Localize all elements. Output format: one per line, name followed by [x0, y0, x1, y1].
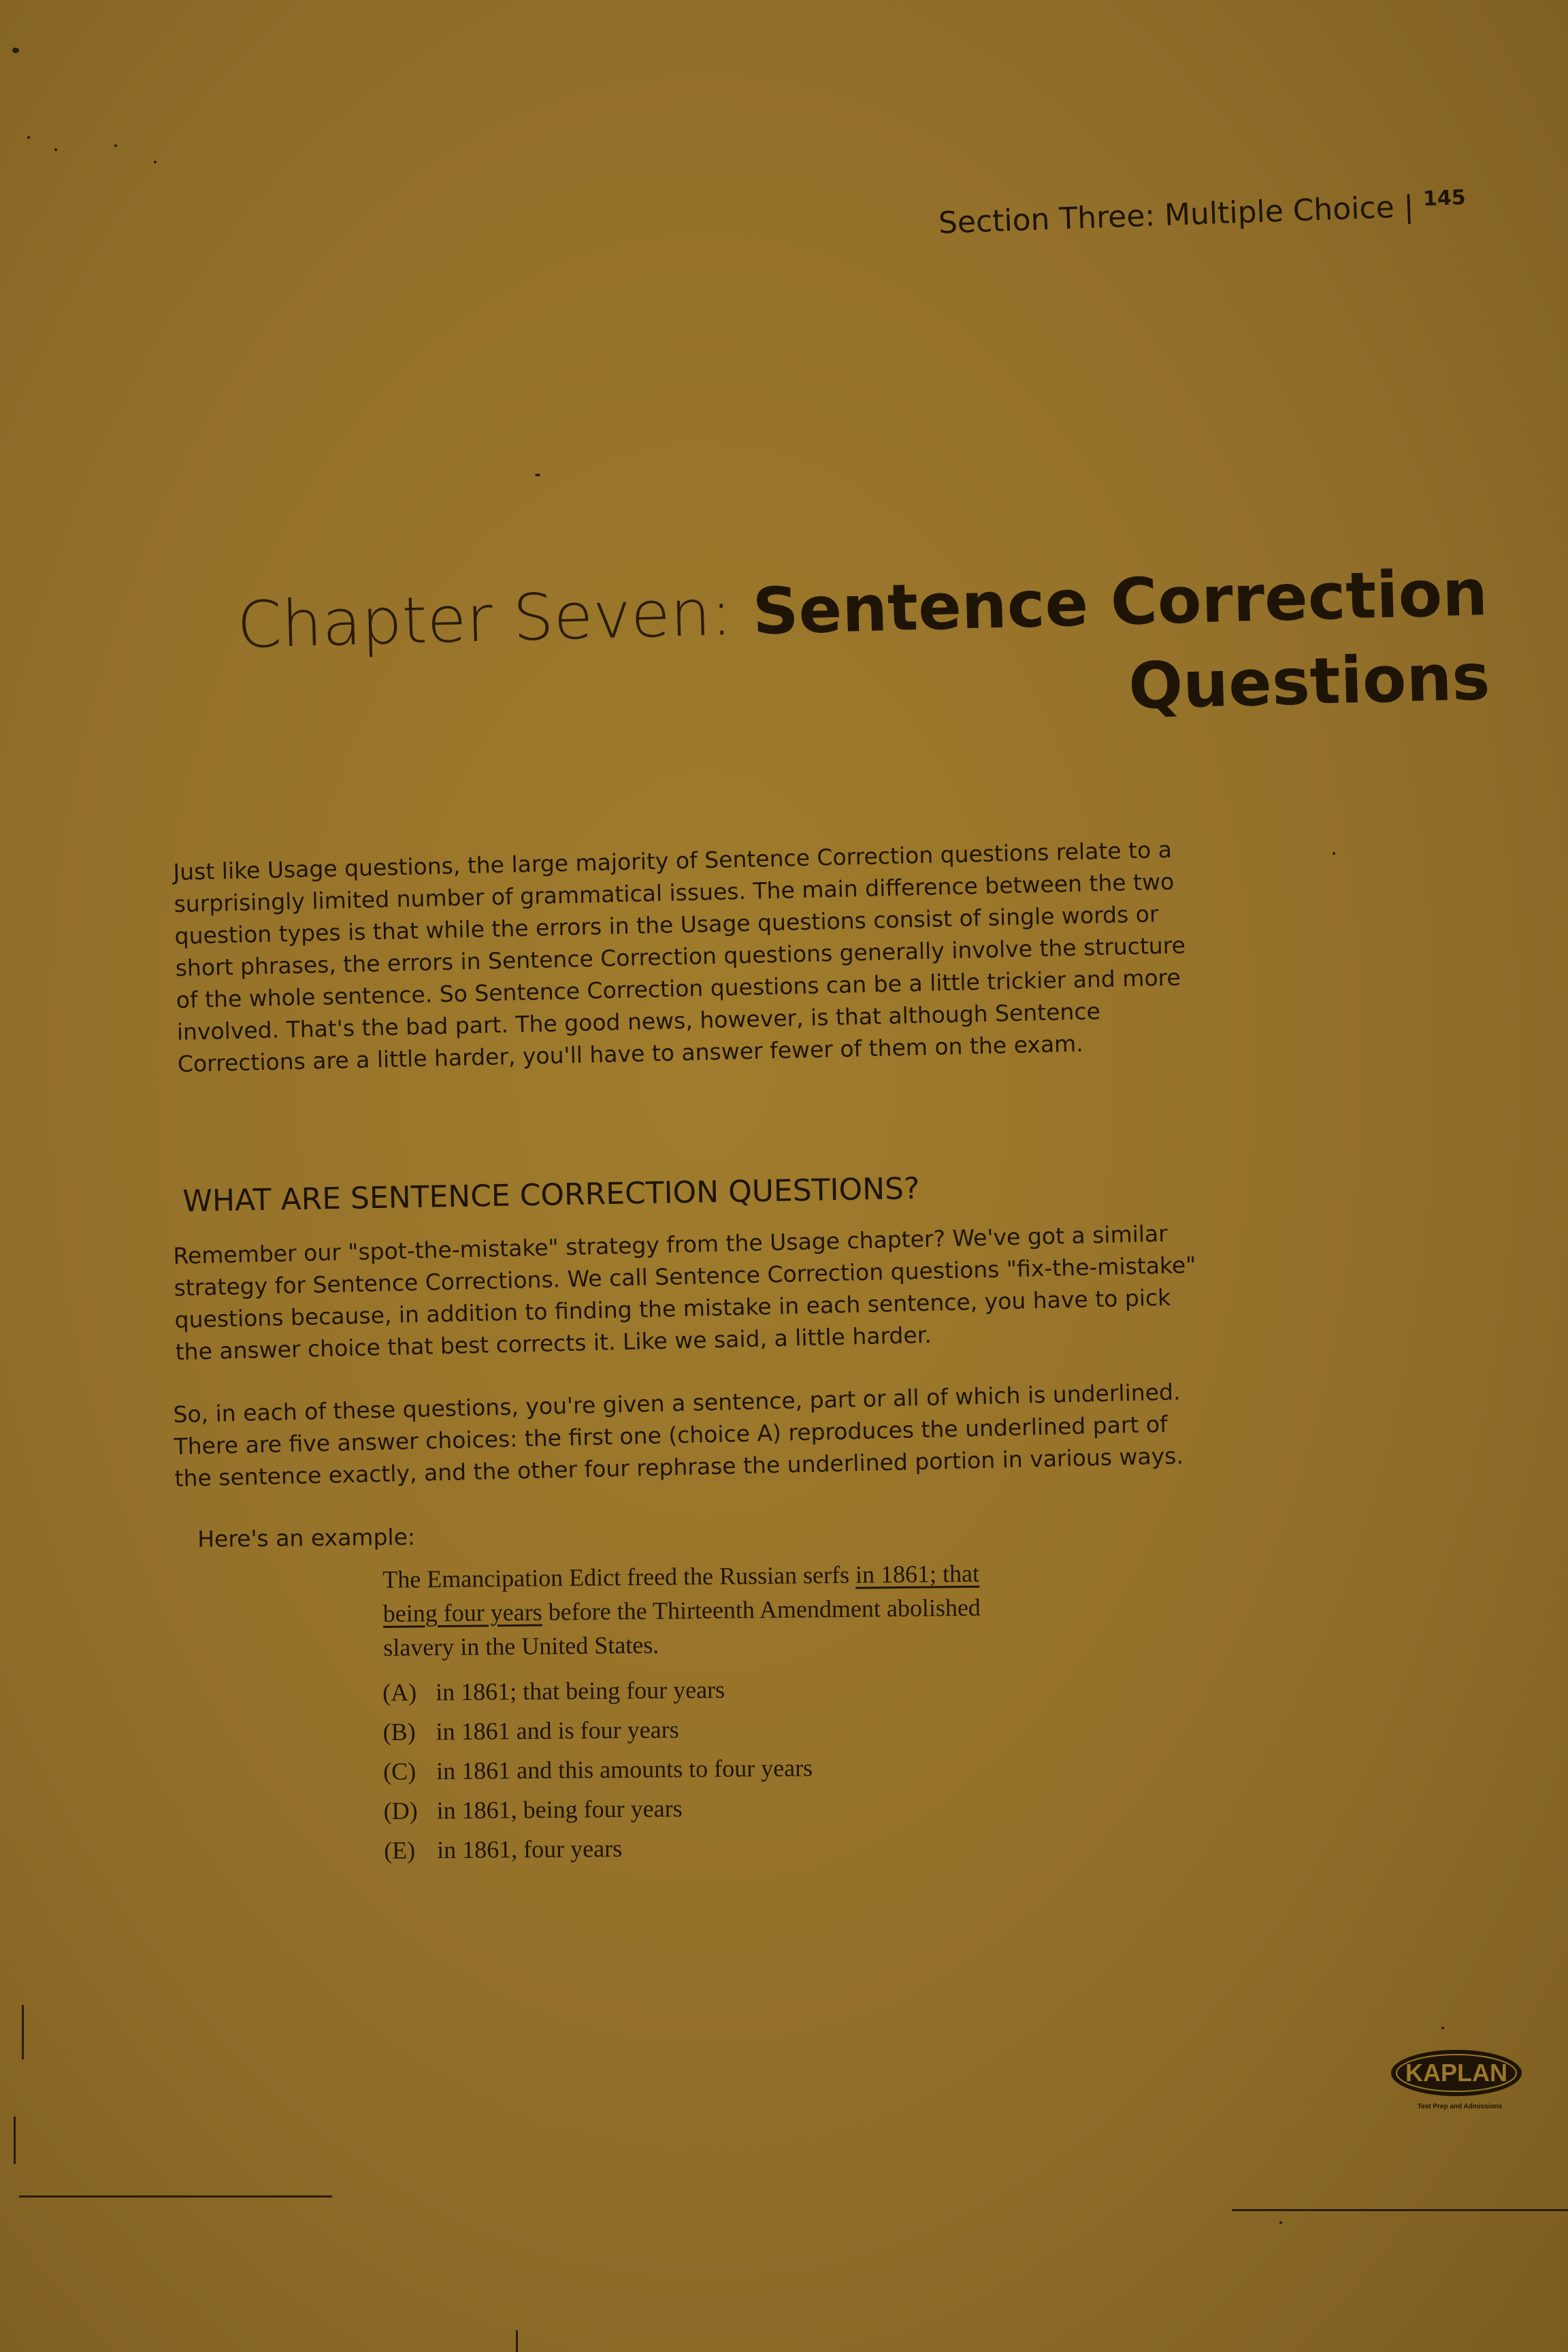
paper-speck [114, 144, 117, 147]
paper-speck [1441, 2027, 1444, 2029]
section-label: Section Three: Multiple Choice [938, 190, 1395, 241]
body-paragraph-2: Remember our "spot-the-mistake" strategy from the Usage chapter? We've got a similar strategy for Sentence Corrections. We call Sentence Correction questions "fix-the-mistake" questions because, in addition to finding the mistake in each sentence, you have to pick the answer choice that best corrects it. Like we said, a little harder. [173, 1220, 1196, 1365]
paper-speck [1279, 2221, 1282, 2224]
body-paragraph-3: So, in each of these questions, you're given a sentence, part or all of which is underlined. There are five answer choices: the first one (choice A) reproduces the underlined part of the sentence exactly, and the other four rephrase the underlined portion in various ways. [173, 1378, 1184, 1492]
choice-label: (E) [384, 1836, 416, 1864]
choice-text: in 1861, four years [437, 1834, 623, 1864]
answer-choice [383, 1753, 813, 1797]
paper-speck [27, 136, 30, 139]
choice-label: (C) [383, 1757, 416, 1785]
paper-speck [1333, 852, 1335, 855]
paper-speck [12, 48, 19, 53]
page-number: 145 [1422, 185, 1467, 212]
example-underlined-portion: in 1861; that being four years [382, 1559, 980, 1627]
paper-speck [154, 161, 157, 163]
choice-text: in 1861 and is four years [436, 1716, 679, 1746]
intro-paragraph: Just like Usage questions, the large majority of Sentence Correction questions relate to a surprisingly limited number of grammatical issues. The main difference between the two question types is that while the errors in the Usage questions consist of single words or short phrases, the errors in Sentence Correction questions generally involve the structure of the whole sentence. So Sentence Correction questions can be a little trickier and more involved. That's the bad part. The good news, however, is that although Sentence Corrections are a little harder, you'll have to answer fewer of them on the exam. [173, 836, 1186, 1077]
section-heading: WHAT ARE SENTENCE CORRECTION QUESTIONS? [182, 1171, 920, 1219]
paper-speck [54, 148, 57, 151]
logo-tagline: Test Prep and Admissions [1417, 2103, 1503, 2110]
choice-label: (D) [383, 1797, 418, 1825]
paper-speck [535, 474, 540, 476]
crop-mark [22, 2005, 24, 2059]
chapter-title-line-1: Sentence Correction [751, 555, 1489, 650]
running-head-separator: | [1403, 189, 1415, 225]
crop-mark [14, 2117, 16, 2164]
choice-text: in 1861, being four years [436, 1795, 683, 1825]
answer-choices [382, 1674, 813, 1875]
choice-label: (B) [382, 1718, 416, 1746]
answer-choice [384, 1832, 813, 1876]
crop-mark [516, 2330, 518, 2352]
example-intro: Here's an example: [197, 1523, 416, 1552]
choice-label: (A) [382, 1678, 417, 1706]
choice-text: in 1861; that being four years [436, 1676, 725, 1706]
crop-mark [19, 2195, 332, 2198]
answer-choice [383, 1714, 813, 1757]
chapter-title [235, 551, 1490, 753]
answer-choice [382, 1674, 812, 1718]
crop-mark [1232, 2209, 1568, 2211]
example-sentence-start: The Emancipation Edict freed the Russian serfs [382, 1561, 856, 1593]
example-sentence-end: before the Thirteenth Amendment abolished slavery in the United States. [383, 1593, 981, 1661]
answer-choice [384, 1793, 813, 1836]
chapter-title-line-2: Questions [1127, 640, 1491, 724]
kaplan-logo [1388, 2046, 1531, 2111]
choice-text: in 1861 and this amounts to four years [436, 1754, 813, 1785]
running-head [938, 186, 1467, 241]
example-sentence [382, 1556, 1024, 1665]
logo-wordmark: KAPLAN [1405, 2059, 1507, 2087]
chapter-prefix: Chapter Seven: [235, 576, 733, 664]
